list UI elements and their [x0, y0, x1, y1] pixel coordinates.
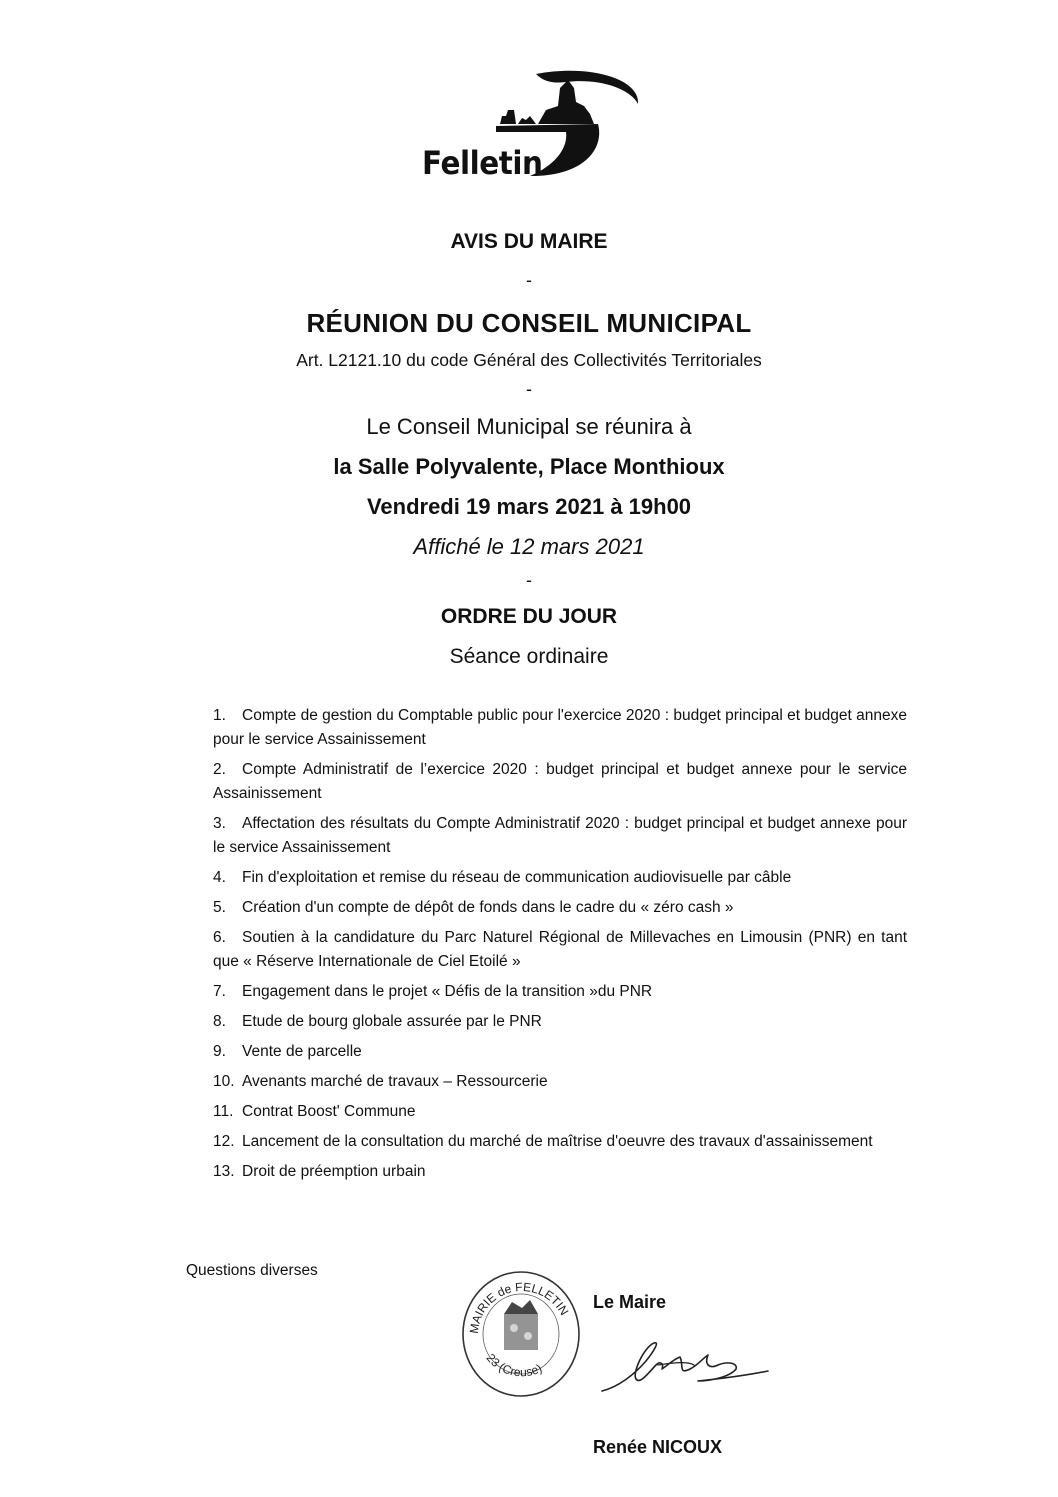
list-item: 6. Soutien à la candidature du Parc Naturel Régional de Millevaches en Limousin (PNR) en tant que « Réserve Internationale de Ciel Etoilé »: [213, 929, 907, 970]
list-item: 13. Droit de préemption urbain: [213, 1163, 426, 1180]
logo-text: Felletin: [422, 144, 543, 182]
felletin-logo: [418, 66, 644, 188]
agenda-title: ORDRE DU JOUR: [440, 605, 618, 628]
separator-dash: -: [526, 570, 532, 590]
list-item: 5. Création d'un compte de dépôt de fonds dans le cadre du « zéro cash »: [213, 899, 734, 916]
list-item: 1. Compte de gestion du Comptable public pour l'exercice 2020 : budget principal et budget annexe pour le service Assainissement: [213, 707, 907, 748]
list-item: 3. Affectation des résultats du Compte Administratif 2020 : budget principal et budget annexe pour le service Assainissement: [213, 815, 907, 856]
seal-text-top: MAIRIE de FELLETIN: [466, 1279, 572, 1335]
handwritten-signature-icon: [598, 1335, 770, 1397]
list-item: 10. Avenants marché de travaux – Ressourcerie: [213, 1073, 548, 1090]
list-item: 12. Lancement de la consultation du marché de maîtrise d'oeuvre des travaux d'assainissement: [213, 1133, 873, 1150]
list-item: 11. Contrat Boost' Commune: [213, 1103, 416, 1120]
mayor-role: Le Maire: [593, 1292, 667, 1312]
list-item: 7. Engagement dans le projet « Défis de la transition »du PNR: [213, 983, 653, 1000]
separator-dash: -: [526, 270, 532, 290]
misc-questions: Questions diverses: [186, 1262, 318, 1279]
agenda-list: [213, 704, 907, 1190]
list-item: 4. Fin d'exploitation et remise du réseau de communication audiovisuelle par câble: [213, 869, 792, 886]
meeting-place: la Salle Polyvalente, Place Monthioux: [333, 454, 725, 479]
list-item: 2. Compte Administratif de l’exercice 2020 : budget principal et budget annexe pour le service Assainissement: [213, 761, 907, 802]
separator-dash: -: [526, 379, 532, 399]
legal-reference: Art. L2121.10 du code Général des Collectivités Territoriales: [296, 350, 762, 370]
mayor-name: Renée NICOUX: [593, 1437, 723, 1457]
list-item: 9. Vente de parcelle: [213, 1043, 362, 1060]
posted-date: Affiché le 12 mars 2021: [413, 534, 645, 559]
meeting-title: RÉUNION DU CONSEIL MUNICIPAL: [306, 308, 752, 338]
meeting-intro: Le Conseil Municipal se réunira à: [366, 414, 692, 439]
seal-text-bottom: 23 (Creuse): [483, 1350, 545, 1380]
svg-text:23 (Creuse): [484, 1351, 545, 1379]
meeting-date: Vendredi 19 mars 2021 à 19h00: [366, 494, 692, 519]
list-item: 8. Etude de bourg globale assurée par le PNR: [213, 1013, 542, 1030]
session-type: Séance ordinaire: [449, 645, 609, 668]
town-hall-seal-icon: [456, 1262, 586, 1402]
notice-title: AVIS DU MAIRE: [450, 230, 608, 253]
